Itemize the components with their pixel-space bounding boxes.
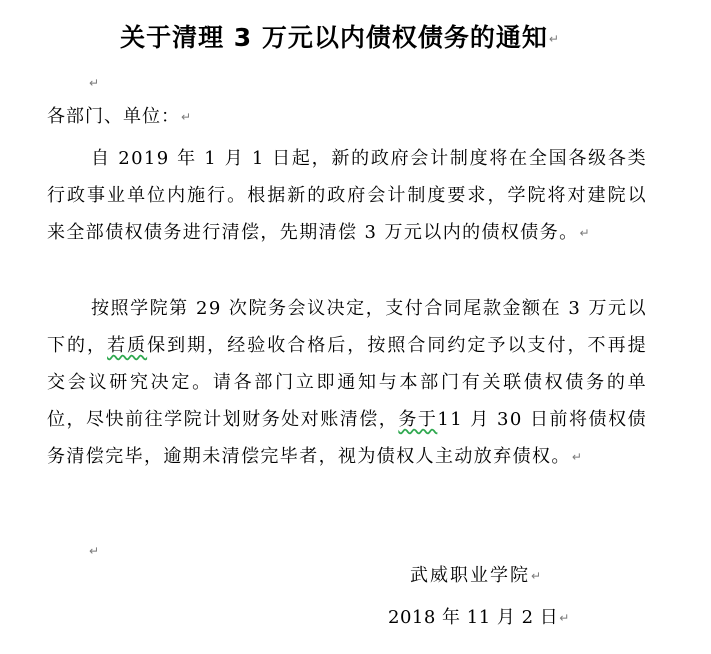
paragraph-mark-icon: ↵ [181,110,193,124]
spellcheck-underline: 若质 [107,335,148,356]
title-text: 关于清理 3 万元以内债权债务的通知 [120,23,548,52]
paragraph-mark-icon: ↵ [531,569,544,583]
paragraph-mark-icon: ↵ [571,449,584,464]
empty-paragraph [88,540,100,558]
paragraph-mark-icon: ↵ [559,611,570,625]
document-title [0,18,680,54]
paragraph-1-text: 自 2019 年 1 月 1 日起，新的政府会计制度将在全国各级各类行政事业单位内施行。根据新的政府会计制度要求，学院将对建院以来全部债权债务进行清偿，先期清偿 3 万元以内的债权债务。 [47,148,647,243]
date-text: 2018 年 11 月 2 日 [388,607,559,628]
salutation-text: 各部门、单位： [47,106,180,127]
paragraph-2-text-middle: 保到期，经验收合格后，按照合同约定予以支付，不再提交会议研究决定。请各部门立即通知与本部门有关联债权债务的单位，尽快前往学院计划财务处对账清偿， [47,335,647,430]
signature-organization [410,564,543,588]
signature-date [388,606,570,630]
paragraph-mark-icon: ↵ [89,75,100,90]
paragraph-2-text-end: 11 月 30 日前将债权债务清偿完毕，逾期未清偿完毕者，视为债权人主动放弃债权。 [47,409,647,467]
organization-text: 武威职业学院 [410,565,530,586]
spellcheck-underline: 务于 [398,409,438,430]
paragraph-mark-icon: ↵ [579,225,591,240]
body-paragraph-1 [47,140,647,252]
empty-paragraph [88,72,100,90]
paragraph-2-text-start: 按照学院第 29 次院务会议决定，支付合同尾款金额在 3 万元以下的， [47,298,647,356]
body-paragraph-2 [47,290,647,476]
salutation [47,105,192,129]
paragraph-mark-icon: ↵ [89,543,100,558]
paragraph-mark-icon: ↵ [548,32,560,46]
